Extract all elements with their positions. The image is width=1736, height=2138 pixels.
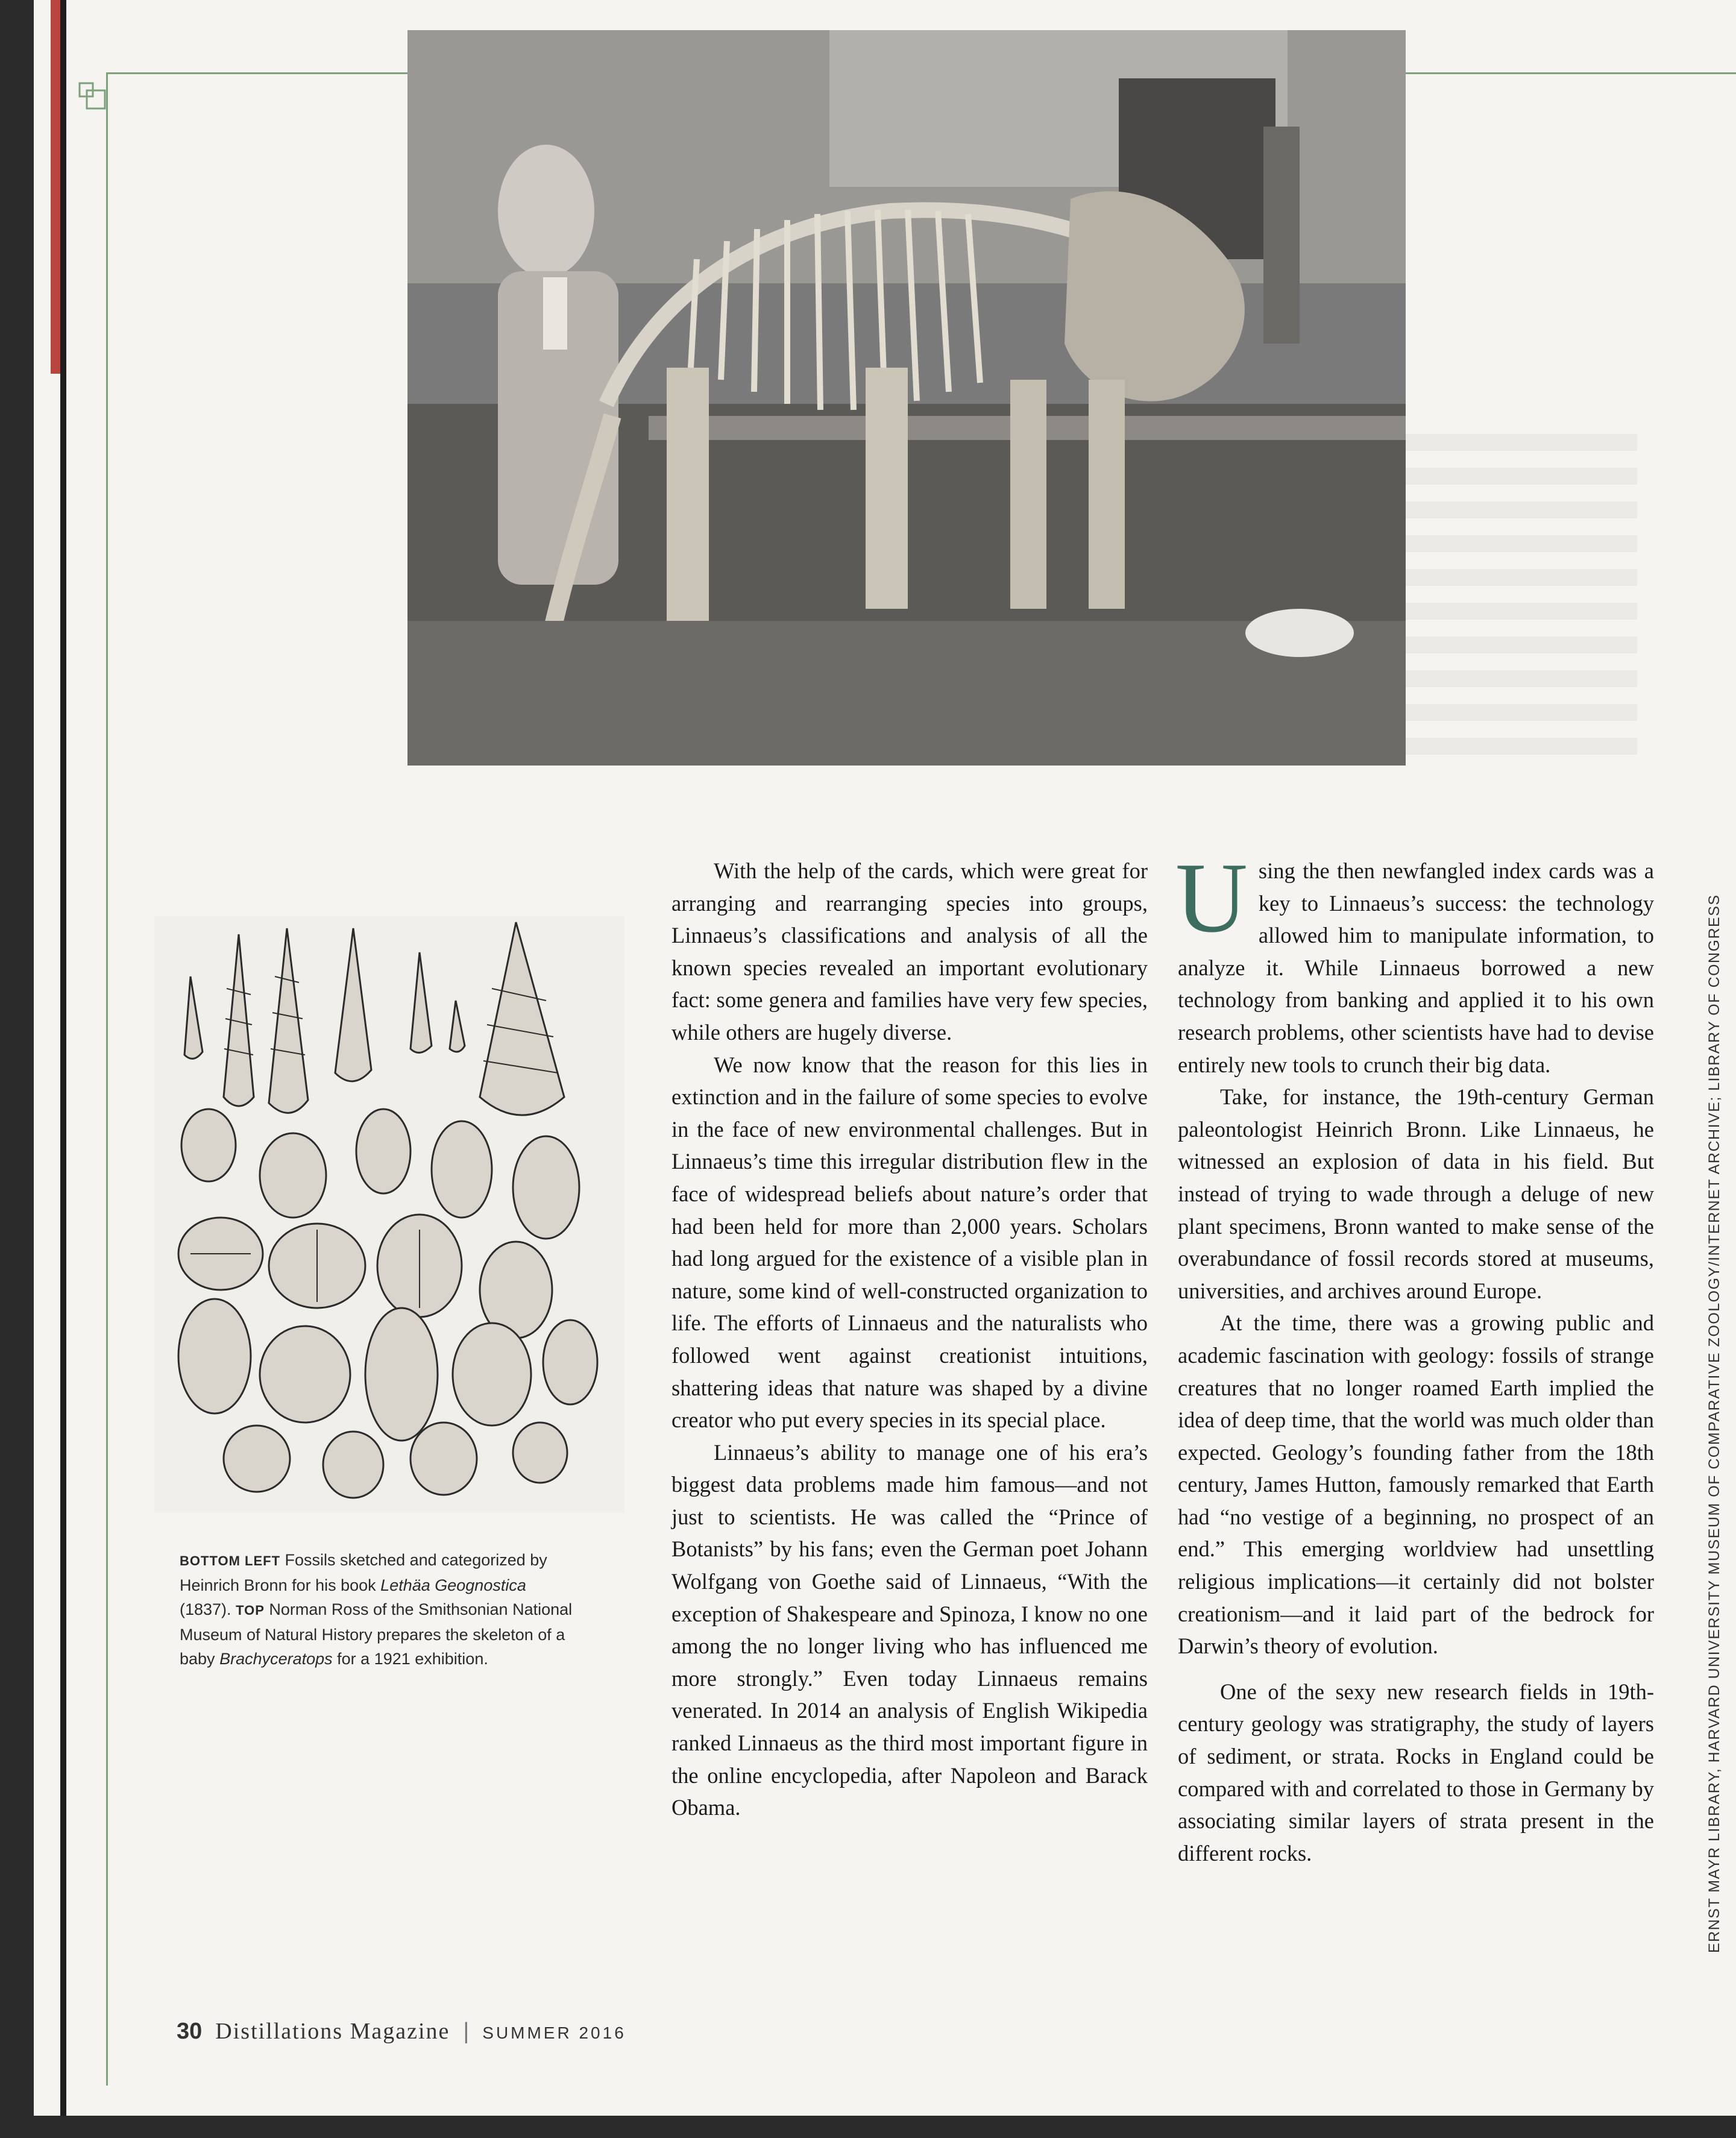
fossil-shells-plate [154, 916, 624, 1513]
page-footer [177, 2018, 626, 2048]
article-column-left [671, 855, 1148, 1824]
page-gutter [60, 0, 66, 2116]
page-edge-red [51, 0, 60, 374]
article-column-right [1175, 842, 1654, 1869]
paragraph-text: sing the then newfangled index cards was a key to Linnaeus’s success: the technology allowed him to manipulate information, to analyze it. While Linnaeus borrowed a new technology from banking and applied it to his own research problems, other scientists have had to devise entirely new tools to crunch their big data. [1178, 858, 1654, 1077]
caption-text: for a 1921 exhibition. [332, 1650, 488, 1668]
caption-label-bottom-left: BOTTOM LEFT [180, 1553, 281, 1568]
paragraph: At the time, there was a growing public and academic fascination with geology: fossils of strange creatures that no longer roamed Earth implied the idea of deep time, that the world was much older than expected. Geology’s founding father from the 18th century, James Hutton, famously remarked that Earth had “no vestige of a beginning, no prospect of an end.” This emerging worldview had unsettling religious implications—it certainly did not bolster creationism—and it laid part of the bedrock for Darwin’s theory of evolution. [1178, 1310, 1654, 1659]
caption-book-title: Lethäa Geognostica [380, 1576, 526, 1594]
page-number: 30 [177, 2019, 203, 2044]
paragraph: Linnaeus’s ability to manage one of his era’s biggest data problems made him famous—and not just to scientists. He was called the “Prince of Botanists” by his fans; even the German poet Johann Wolfgang von Goethe said of Linnaeus, “With the exception of Shakespeare and Spinoza, I know no one among the no longer living who has influenced me more strongly.” Even today Linnaeus remains venerated. In 2014 an analysis of English Wikipedia ranked Linnaeus as the third most important figure in the online encyclopedia, after Napoleon and Barack Obama. [671, 1439, 1148, 1820]
caption-species: Brachyceratops [219, 1650, 333, 1668]
paragraph: With the help of the cards, which were great for arranging and rearranging species into groups, Linnaeus’s classifications and analysis of all the known species revealed an important evolutionary fact: some genera and families have very few species, while others are hugely diverse. [671, 858, 1148, 1045]
footer-separator: | [463, 2019, 470, 2044]
issue-date: SUMMER 2016 [482, 2023, 626, 2042]
caption-text: Fossils sketched and categorized by Heinrich Bronn for his book [180, 1551, 547, 1594]
opening-paragraph [1175, 842, 1654, 1081]
skeleton-photo-drawing [407, 30, 1406, 766]
image-credit: ERNST MAYR LIBRARY, HARVARD UNIVERSITY MUSEUM OF COMPARATIVE ZOOLOGY/INTERNET ARCHIVE; LIBRARY OF CONGRESS [1706, 894, 1723, 1953]
drop-cap: U [1175, 842, 1248, 953]
paragraph: We now know that the reason for this lies in extinction and in the failure of some species to evolve in the face of new environmental challenges. But in Linnaeus’s time this irregular distribution flew in the face of widespread beliefs about nature’s order that had been held for more than 2,000 years. Scholars had long argued for the existence of a visible plan in nature, some kind of well-constructed organization to life. The efforts of Linnaeus and the naturalists who followed went against creationist intuitions, shattering ideas that nature was shaped by a divine creator who put every species in its special place. [671, 1052, 1148, 1433]
corner-ornament-icon [78, 82, 106, 110]
caption-text: Norman Ross of the Smithsonian National Museum of Natural History prepares the skeleton of a baby [180, 1600, 573, 1668]
magazine-page [34, 0, 1736, 2116]
publication-name: Distillations Magazine [215, 2019, 450, 2044]
caption-label-top: TOP [236, 1603, 265, 1618]
paragraph: One of the sexy new research fields in 19th-century geology was stratigraphy, the study of layers of sediment, or strata. Rocks in England could be compared with and correlated to those in Germany by associating similar layers of strata present in the different rocks. [1178, 1679, 1654, 1866]
skeleton-photo [407, 30, 1406, 766]
photo-caption [180, 1548, 577, 1671]
caption-text: (1837). [180, 1600, 236, 1618]
frame-rule-left [106, 72, 108, 2086]
fossil-shells-drawing [154, 916, 624, 1513]
paragraph: Take, for instance, the 19th-century German paleontologist Heinrich Bronn. Like Linnaeus, he witnessed an explosion of data in his field. But instead of trying to wade through a deluge of new plant specimens, Bronn wanted to make sense of the overabundance of fossil records stored at museums, universities, and archives around Europe. [1178, 1084, 1654, 1303]
